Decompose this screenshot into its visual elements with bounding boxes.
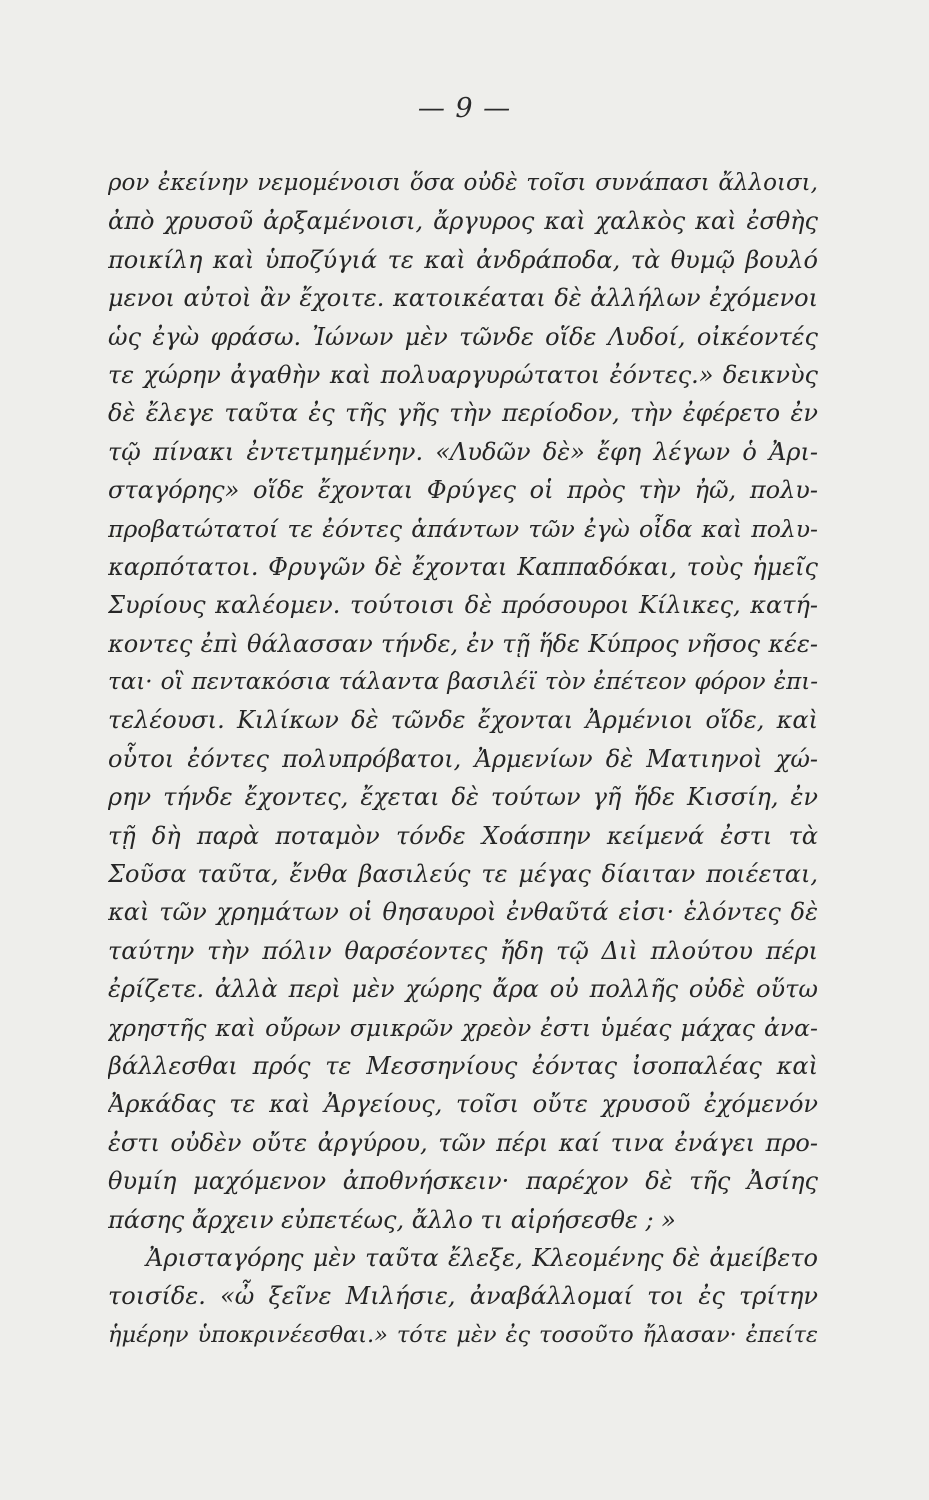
text-line: Σοῦσα ταῦτα, ἔνθα βασιλεύς τε μέγας δίαιταν ποιέεται,	[108, 860, 818, 889]
page-number: — 9 —	[417, 93, 512, 124]
text-line: ρην τήνδε ἔχοντες, ἔχεται δὲ τούτων γῆ ἥδε Κισσίη, ἐν	[108, 783, 818, 812]
text-line: Ἀρκάδας τε καὶ Ἀργείους, τοῖσι οὔτε χρυσοῦ ἐχόμενόν	[108, 1090, 818, 1119]
text-line: τῷ πίνακι ἐντετμημένην. «Λυδῶν δὲ» ἔφη λέγων ὁ Ἀρι-	[108, 437, 818, 466]
text-line: ται· οἳ πεντακόσια τάλαντα βασιλέϊ τὸν ἐπέτεον φόρον ἐπι-	[108, 669, 818, 696]
text-line: πάσης ἄρχειν εὐπετέως, ἄλλο τι αἱρήσεσθε ; »	[108, 1205, 676, 1234]
text-line: τῇ δὴ παρὰ ποταμὸν τόνδε Χοάσπην κείμενά ἐστι τὰ	[108, 821, 818, 850]
text-line: ποικίλη καὶ ὑποζύγιά τε καὶ ἀνδράποδα, τὰ θυμῷ βουλό	[108, 245, 818, 274]
text-line: καρπότατοι. Φρυγῶν δὲ ἔχονται Καππαδόκαι, τοὺς ἡμεῖς	[108, 552, 818, 581]
text-line: οὗτοι ἐόντες πολυπρόβατοι, Ἀρμενίων δὲ Ματιηνοὶ χώ-	[108, 744, 818, 773]
text-line: δὲ ἔλεγε ταῦτα ἐς τῆς γῆς τὴν περίοδον, τὴν ἐφέρετο ἐν	[108, 399, 818, 428]
text-line: τε χώρην ἀγαθὴν καὶ πολυαργυρώτατοι ἐόντες.» δεικνὺς	[108, 360, 818, 389]
text-line: Ἀρισταγόρης μὲν ταῦτα ἔλεξε, Κλεομένης δὲ ἀμείβετο	[146, 1243, 818, 1272]
text-line: ἀπὸ χρυσοῦ ἀρξαμένοισι, ἄργυρος καὶ χαλκὸς καὶ ἐσθὴς	[108, 207, 818, 236]
text-line: ἐρίζετε. ἀλλὰ περὶ μὲν χώρης ἄρα οὐ πολλῆς οὐδὲ οὕτω	[108, 975, 818, 1004]
text-line: καὶ τῶν χρημάτων οἱ θησαυροὶ ἐνθαῦτά εἰσι· ἑλόντες δὲ	[108, 898, 818, 927]
text-line: σταγόρης» οἵδε ἔχονται Φρύγες οἱ πρὸς τὴν ἠῶ, πολυ-	[108, 476, 818, 505]
text-line: ταύτην τὴν πόλιν θαρσέοντες ἤδη τῷ Διὶ πλούτου πέρι	[108, 936, 818, 965]
text-line: ἡμέρην ὑποκρινέεσθαι.» τότε μὲν ἐς τοσοῦτο ἤλασαν· ἐπείτε	[108, 1321, 818, 1348]
text-line: χρηστῆς καὶ οὔρων σμικρῶν χρεὸν ἐστι ὑμέας μάχας ἀνα-	[108, 1013, 818, 1042]
text-line: ρον ἐκείνην νεμομένοισι ὅσα οὐδὲ τοῖσι συνάπασι ἄλλοισι,	[108, 170, 818, 196]
text-line: τελέουσι. Κιλίκων δὲ τῶνδε ἔχονται Ἀρμένιοι οἵδε, καὶ	[108, 706, 818, 735]
text-line: θυμίη μαχόμενον ἀποθνήσκειν· παρέχον δὲ τῆς Ἀσίης	[108, 1167, 818, 1196]
body-text	[108, 164, 818, 1354]
text-line: βάλλεσθαι πρός τε Μεσσηνίους ἐόντας ἰσοπαλέας καὶ	[108, 1051, 818, 1080]
text-line: ἐστι οὐδὲν οὔτε ἀργύρου, τῶν πέρι καί τινα ἐνάγει προ-	[108, 1128, 818, 1157]
text-line: ὡς ἐγὼ φράσω. Ἰώνων μὲν τῶνδε οἵδε Λυδοί, οἰκέοντές	[108, 322, 818, 351]
text-line: Συρίους καλέομεν. τούτοισι δὲ πρόσουροι Κίλικες, κατή-	[108, 591, 818, 620]
text-line: προβατώτατοί τε ἐόντες ἁπάντων τῶν ἐγὼ οἶδα καὶ πολυ-	[108, 514, 818, 543]
text-line: μενοι αὐτοὶ ἂν ἔχοιτε. κατοικέαται δὲ ἀλλήλων ἐχόμενοι	[108, 284, 818, 313]
text-line: τοισίδε. «ὦ ξεῖνε Μιλήσιε, ἀναβάλλομαί τοι ἐς τρίτην	[108, 1282, 818, 1311]
text-line: κοντες ἐπὶ θάλασσαν τήνδε, ἐν τῇ ἥδε Κύπρος νῆσος κέε-	[108, 629, 818, 658]
